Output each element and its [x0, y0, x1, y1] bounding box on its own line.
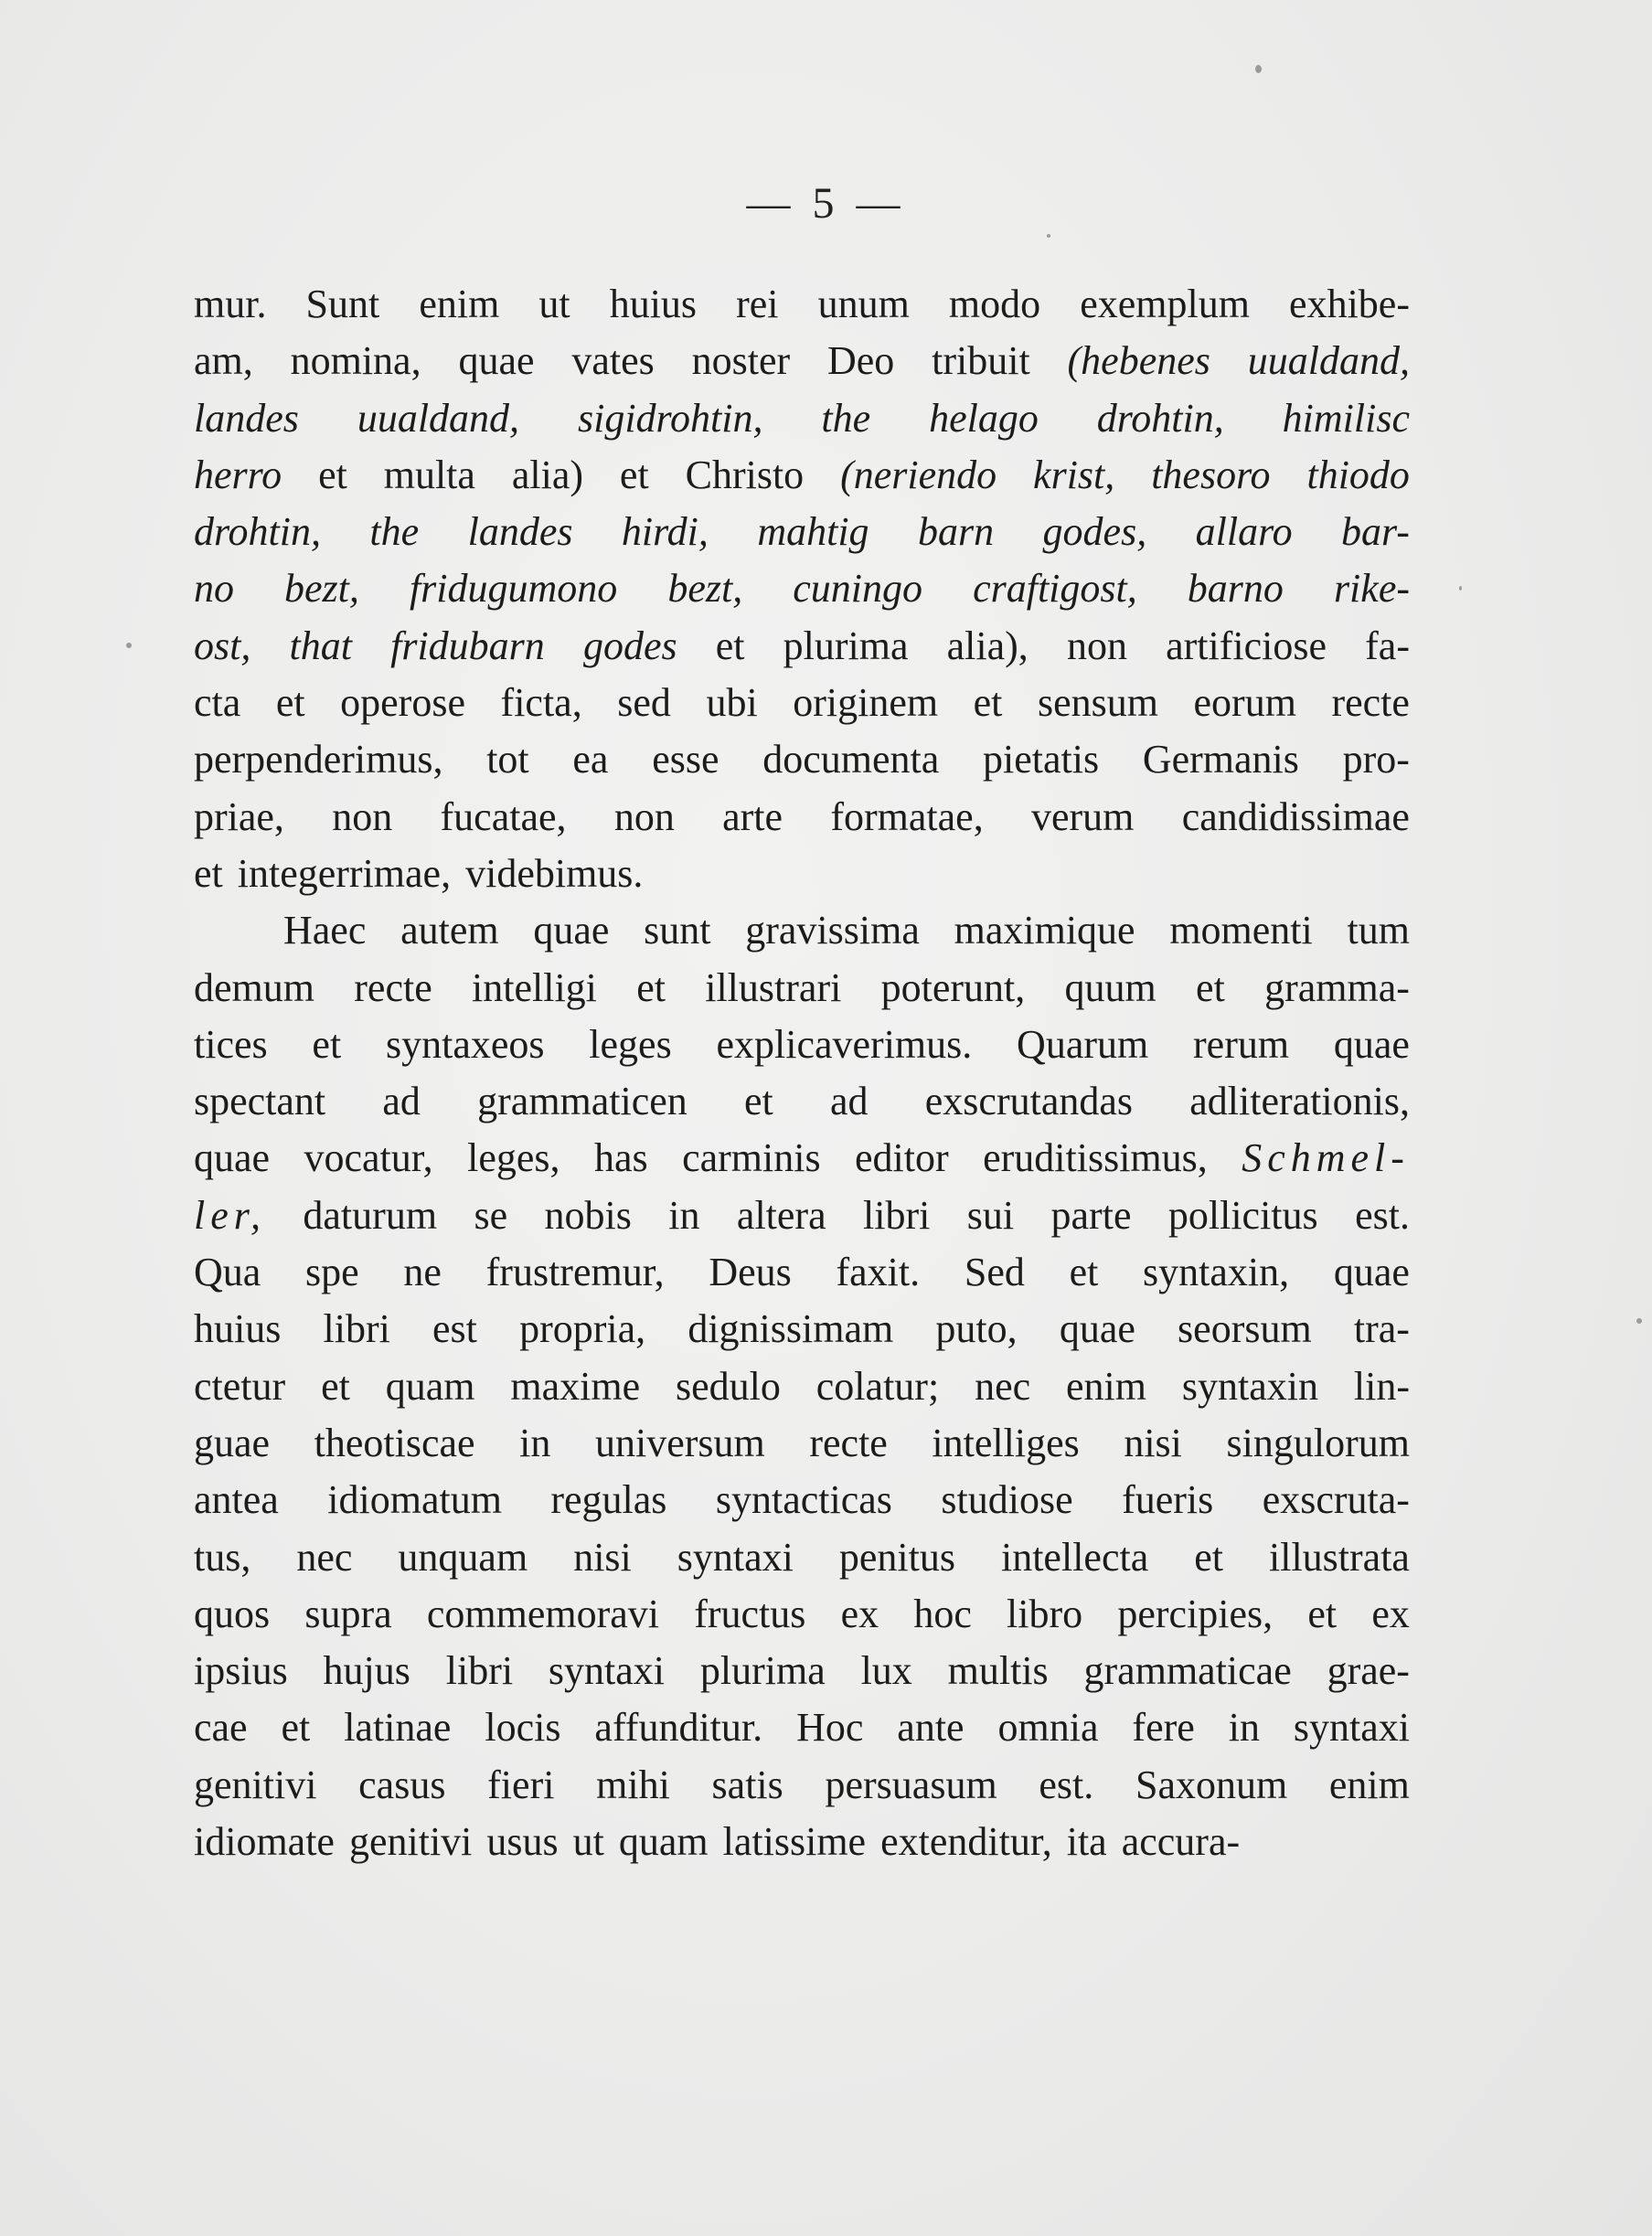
- word: explicaverimus.: [716, 1021, 973, 1067]
- word: mahtig: [757, 509, 869, 555]
- word: quae: [1059, 1306, 1135, 1352]
- word: fridugumono: [409, 566, 618, 612]
- word: documenta: [762, 737, 940, 783]
- word: krist,: [1033, 452, 1115, 497]
- text-line: [194, 1415, 1410, 1472]
- word: quae: [1333, 1021, 1410, 1067]
- word: in: [668, 1192, 700, 1238]
- word: et: [1196, 964, 1225, 1010]
- word: bezt,: [667, 566, 743, 612]
- word: bezt,: [284, 566, 359, 612]
- word: penitus: [838, 1534, 955, 1580]
- word: spe: [305, 1250, 359, 1295]
- word: allaro: [1195, 509, 1293, 555]
- word: arte: [722, 793, 783, 839]
- word: thesoro: [1151, 452, 1271, 497]
- word: fucatae,: [440, 793, 567, 839]
- word: Sunt: [305, 282, 380, 326]
- word: enim: [1066, 1363, 1146, 1409]
- word: the: [369, 509, 420, 555]
- text-line: [194, 1529, 1410, 1586]
- word: syntaxi: [1293, 1705, 1410, 1751]
- word: et: [619, 452, 649, 497]
- word: hujus: [323, 1648, 410, 1694]
- word: gravissima: [745, 908, 920, 953]
- word: casus: [358, 1762, 446, 1807]
- text-line: [194, 675, 1410, 731]
- word: ficta,: [500, 680, 582, 726]
- word: helago: [929, 395, 1039, 441]
- word: libri: [323, 1306, 390, 1352]
- text-line: [194, 1244, 1410, 1301]
- word: se: [474, 1192, 508, 1238]
- text-line: [194, 902, 1410, 959]
- word: syntacticas: [715, 1477, 892, 1523]
- word: et: [312, 1021, 342, 1067]
- word: fridubarn: [390, 623, 545, 668]
- word: craftigost,: [973, 566, 1137, 612]
- word: recte: [1331, 680, 1410, 726]
- word: et: [318, 452, 347, 497]
- word: quum: [1064, 964, 1156, 1010]
- text-line: [194, 1358, 1410, 1415]
- text-line: [194, 1586, 1410, 1643]
- word: intellecta: [1000, 1534, 1149, 1580]
- word: propria,: [519, 1306, 646, 1352]
- word: lux: [860, 1648, 912, 1694]
- word: alia): [511, 452, 584, 497]
- word: satis: [711, 1762, 783, 1807]
- word: fructus: [694, 1591, 806, 1636]
- word: non: [332, 793, 393, 839]
- word: landes: [467, 509, 573, 555]
- text-line: [194, 276, 1410, 333]
- word: ost,: [194, 623, 251, 668]
- paper-speck: [1459, 586, 1462, 591]
- word: Saxonum: [1135, 1762, 1288, 1807]
- word: adliterationis,: [1189, 1079, 1410, 1124]
- word: idiomate: [194, 1819, 335, 1865]
- word: supra: [304, 1591, 392, 1636]
- word: quam: [385, 1363, 475, 1409]
- word: exscruta-: [1262, 1477, 1410, 1523]
- word: nomina,: [290, 338, 421, 384]
- word: rerum: [1193, 1021, 1290, 1067]
- word: perpenderimus,: [194, 737, 443, 783]
- word: persuasum: [825, 1762, 997, 1807]
- word: parte: [1050, 1192, 1132, 1238]
- word: intelligi: [472, 964, 597, 1010]
- word: commemoravi: [426, 1591, 659, 1636]
- word: syntaxin,: [1143, 1250, 1290, 1295]
- word: idiomatum: [327, 1477, 502, 1523]
- word: Quarum: [1017, 1021, 1149, 1067]
- word: ut: [538, 282, 570, 326]
- word: mur.: [194, 282, 267, 326]
- word: ad: [830, 1079, 869, 1124]
- word: faxit.: [836, 1250, 921, 1295]
- word: Haec: [283, 908, 367, 953]
- text-line: [194, 1187, 1410, 1244]
- word: no: [194, 566, 234, 612]
- word: altera: [736, 1192, 826, 1238]
- text-line: [194, 1301, 1410, 1358]
- word: (neriendo: [840, 452, 997, 497]
- word: recte: [809, 1420, 888, 1465]
- word: hirdi,: [621, 509, 709, 555]
- word: originem: [793, 680, 939, 726]
- word: rei: [736, 282, 779, 326]
- word: eorum: [1193, 680, 1296, 726]
- word: exemplum: [1080, 282, 1250, 326]
- word: herro: [194, 452, 282, 497]
- word: daturum: [303, 1192, 438, 1238]
- word: percipies,: [1117, 1591, 1274, 1636]
- word: that: [289, 623, 352, 668]
- text-line: [194, 731, 1410, 788]
- word: ctetur: [194, 1363, 286, 1409]
- word: Qua: [194, 1250, 261, 1295]
- word: et: [194, 850, 223, 896]
- word: et: [275, 680, 305, 726]
- word: huius: [609, 282, 698, 326]
- word: uualdand,: [357, 395, 520, 441]
- word: Sed: [964, 1250, 1025, 1295]
- word: pollicitus: [1167, 1192, 1318, 1238]
- word: enim: [419, 282, 500, 326]
- word: Deo: [826, 338, 895, 384]
- word: hoc: [913, 1591, 972, 1636]
- paper-speck: [1047, 234, 1050, 238]
- word: videbimus.: [465, 850, 644, 896]
- body-text: [194, 276, 1410, 1870]
- word: exscrutandas: [924, 1079, 1134, 1124]
- word: grae-: [1327, 1648, 1410, 1694]
- word: antea: [194, 1477, 279, 1523]
- word: nec: [975, 1363, 1031, 1409]
- word: nisi: [1124, 1420, 1182, 1465]
- word: the: [821, 395, 871, 441]
- word: lin-: [1353, 1363, 1410, 1409]
- word: illustrari: [705, 964, 842, 1010]
- word: accura-: [1121, 1819, 1241, 1865]
- word: syntaxin: [1181, 1363, 1318, 1409]
- word: singulorum: [1226, 1420, 1410, 1465]
- word: ubi: [706, 680, 758, 726]
- text-line: [194, 1073, 1410, 1130]
- word: alia),: [946, 623, 1029, 668]
- word: cta: [194, 680, 241, 726]
- word: in: [1228, 1705, 1260, 1751]
- word: noster: [691, 338, 791, 384]
- word: nisi: [573, 1534, 632, 1580]
- word: drohtin,: [194, 509, 321, 555]
- word: cuningo: [793, 566, 923, 612]
- word: guae: [194, 1420, 271, 1465]
- word: landes: [194, 395, 299, 441]
- word: est: [432, 1306, 477, 1352]
- word: illustrata: [1269, 1534, 1410, 1580]
- word: editor: [855, 1135, 949, 1181]
- word: barno: [1187, 566, 1284, 612]
- word: puto,: [935, 1306, 1018, 1352]
- word: pietatis: [983, 737, 1100, 783]
- word: quae: [1333, 1250, 1410, 1295]
- word: priae,: [194, 793, 284, 839]
- word: maxime: [510, 1363, 641, 1409]
- word: latissime: [722, 1819, 867, 1865]
- text-line: [194, 1699, 1410, 1756]
- word: exhibe-: [1289, 282, 1410, 326]
- word: poterunt,: [880, 964, 1026, 1010]
- word: barn: [917, 509, 995, 555]
- word: libri: [445, 1648, 514, 1694]
- word: leges,: [467, 1135, 560, 1181]
- word: modo: [948, 282, 1041, 326]
- word: leges: [589, 1021, 672, 1067]
- word: grammaticae: [1083, 1648, 1292, 1694]
- page-number: — 5 —: [746, 179, 906, 228]
- word: godes,: [1042, 509, 1147, 555]
- word: unquam: [398, 1534, 528, 1580]
- word: grammaticen: [477, 1079, 687, 1124]
- text-line: [194, 618, 1410, 675]
- text-line: [194, 390, 1410, 447]
- word: syntaxi: [548, 1648, 666, 1694]
- word: spectant: [194, 1079, 326, 1124]
- word: syntaxeos: [385, 1021, 545, 1067]
- word: bar-: [1341, 509, 1410, 555]
- text-line: [194, 846, 1410, 902]
- word: ante: [897, 1705, 965, 1751]
- word: enim: [1328, 1762, 1410, 1807]
- word: et: [1194, 1534, 1223, 1580]
- word: theotiscae: [314, 1420, 475, 1465]
- word: sigidrohtin,: [577, 395, 763, 441]
- word: operose: [340, 680, 465, 726]
- text-line: [194, 1814, 1410, 1870]
- word: genitivi: [194, 1762, 317, 1807]
- word: uualdand,: [1247, 338, 1410, 384]
- text-line: [194, 333, 1410, 389]
- paper-speck: [1255, 65, 1262, 73]
- text-line: [194, 960, 1410, 1017]
- word: unum: [817, 282, 910, 326]
- word: formatae,: [830, 793, 984, 839]
- text-line: [194, 1017, 1410, 1073]
- word: tribuit: [932, 338, 1030, 384]
- word: verum: [1031, 793, 1135, 839]
- text-line: [194, 1757, 1410, 1814]
- word: ne: [403, 1250, 442, 1295]
- word: frustremur,: [485, 1250, 665, 1295]
- word: syntaxi: [677, 1534, 794, 1580]
- text-line: [194, 1472, 1410, 1528]
- word: candidissimae: [1181, 793, 1410, 839]
- word: eruditissimus,: [983, 1135, 1208, 1181]
- word: drohtin,: [1096, 395, 1224, 441]
- word: et: [1307, 1591, 1338, 1636]
- word: mihi: [596, 1762, 670, 1807]
- text-line: [194, 789, 1410, 846]
- word: thiodo: [1306, 452, 1410, 497]
- word: latinae: [344, 1705, 452, 1751]
- word: gramma-: [1264, 964, 1410, 1010]
- text-line: [194, 1643, 1410, 1699]
- word: libri: [863, 1192, 931, 1238]
- word: universum: [595, 1420, 765, 1465]
- word: seorsum: [1178, 1306, 1312, 1352]
- word: sui: [966, 1192, 1015, 1238]
- word: sed: [617, 680, 671, 726]
- word: tum: [1347, 908, 1410, 953]
- word: Christo: [685, 452, 805, 497]
- word: usus: [486, 1819, 559, 1865]
- word: vocatur,: [304, 1135, 433, 1181]
- word: omnia: [997, 1705, 1099, 1751]
- word: Germanis: [1142, 737, 1299, 783]
- word: extenditur,: [880, 1819, 1052, 1865]
- word: quos: [194, 1591, 271, 1636]
- word: maximique: [954, 908, 1135, 953]
- word: cae: [194, 1705, 248, 1751]
- word: multa: [383, 452, 475, 497]
- word: multis: [947, 1648, 1049, 1694]
- word: quam: [618, 1819, 709, 1865]
- word: est.: [1039, 1762, 1094, 1807]
- word: quae: [458, 338, 535, 384]
- word: locis: [485, 1705, 561, 1751]
- word: et: [321, 1363, 350, 1409]
- paper-speck: [126, 643, 132, 648]
- word: tra-: [1353, 1306, 1410, 1352]
- word: libro: [1007, 1591, 1083, 1636]
- word: tus,: [194, 1534, 251, 1580]
- word: fa-: [1365, 623, 1410, 668]
- word: himilisc: [1282, 395, 1410, 441]
- word: tices: [194, 1021, 268, 1067]
- word: integerrimae,: [237, 850, 452, 896]
- word: in: [519, 1420, 551, 1465]
- word: godes: [582, 623, 677, 668]
- text-line: [194, 560, 1410, 617]
- word: et: [715, 623, 745, 668]
- word: plurima: [783, 623, 909, 668]
- word: momenti: [1169, 908, 1313, 953]
- text-line: [194, 1130, 1410, 1187]
- word: ex: [840, 1591, 879, 1636]
- word: has: [593, 1135, 648, 1181]
- word: et: [744, 1079, 773, 1124]
- word: et: [281, 1705, 311, 1751]
- word: ita: [1066, 1819, 1107, 1865]
- paper-speck: [1636, 1318, 1642, 1324]
- word: vates: [571, 338, 655, 384]
- word: ler,: [194, 1192, 266, 1238]
- text-line: [194, 447, 1410, 504]
- word: (hebenes: [1067, 338, 1210, 384]
- word: demum: [194, 964, 314, 1010]
- word: quae: [533, 908, 610, 953]
- word: non: [1066, 623, 1127, 668]
- word: sunt: [644, 908, 711, 953]
- word: fieri: [487, 1762, 555, 1807]
- word: sedulo: [676, 1363, 781, 1409]
- word: colatur;: [815, 1363, 940, 1409]
- word: non: [613, 793, 675, 839]
- word: et: [973, 680, 1003, 726]
- word: plurima: [699, 1648, 826, 1694]
- word: affunditur.: [594, 1705, 763, 1751]
- word: recte: [354, 964, 432, 1010]
- word: am,: [194, 338, 253, 384]
- word: sensum: [1037, 680, 1158, 726]
- text-line: [194, 504, 1410, 560]
- word: Schmel-: [1242, 1135, 1410, 1181]
- word: pro-: [1342, 737, 1410, 783]
- word: et: [636, 964, 666, 1010]
- word: esse: [652, 737, 719, 783]
- word: Hoc: [796, 1705, 864, 1751]
- word: studiose: [941, 1477, 1073, 1523]
- word: nec: [296, 1534, 353, 1580]
- word: artificiose: [1166, 623, 1327, 668]
- word: ea: [572, 737, 609, 783]
- word: fueris: [1122, 1477, 1214, 1523]
- word: fere: [1132, 1705, 1195, 1751]
- word: ut: [572, 1819, 604, 1865]
- word: tot: [486, 737, 529, 783]
- word: nobis: [544, 1192, 632, 1238]
- word: est.: [1355, 1192, 1410, 1238]
- word: carminis: [682, 1135, 821, 1181]
- word: ex: [1371, 1591, 1410, 1636]
- word: Deus: [709, 1250, 792, 1295]
- word: autem: [400, 908, 499, 953]
- word: rike-: [1333, 566, 1410, 612]
- word: quae: [194, 1135, 271, 1181]
- word: intelliges: [932, 1420, 1080, 1465]
- word: genitivi: [348, 1819, 473, 1865]
- word: ipsius: [194, 1648, 288, 1694]
- word: ad: [382, 1079, 421, 1124]
- word: regulas: [550, 1477, 667, 1523]
- word: huius: [194, 1306, 282, 1352]
- word: dignissimam: [687, 1306, 894, 1352]
- word: et: [1069, 1250, 1099, 1295]
